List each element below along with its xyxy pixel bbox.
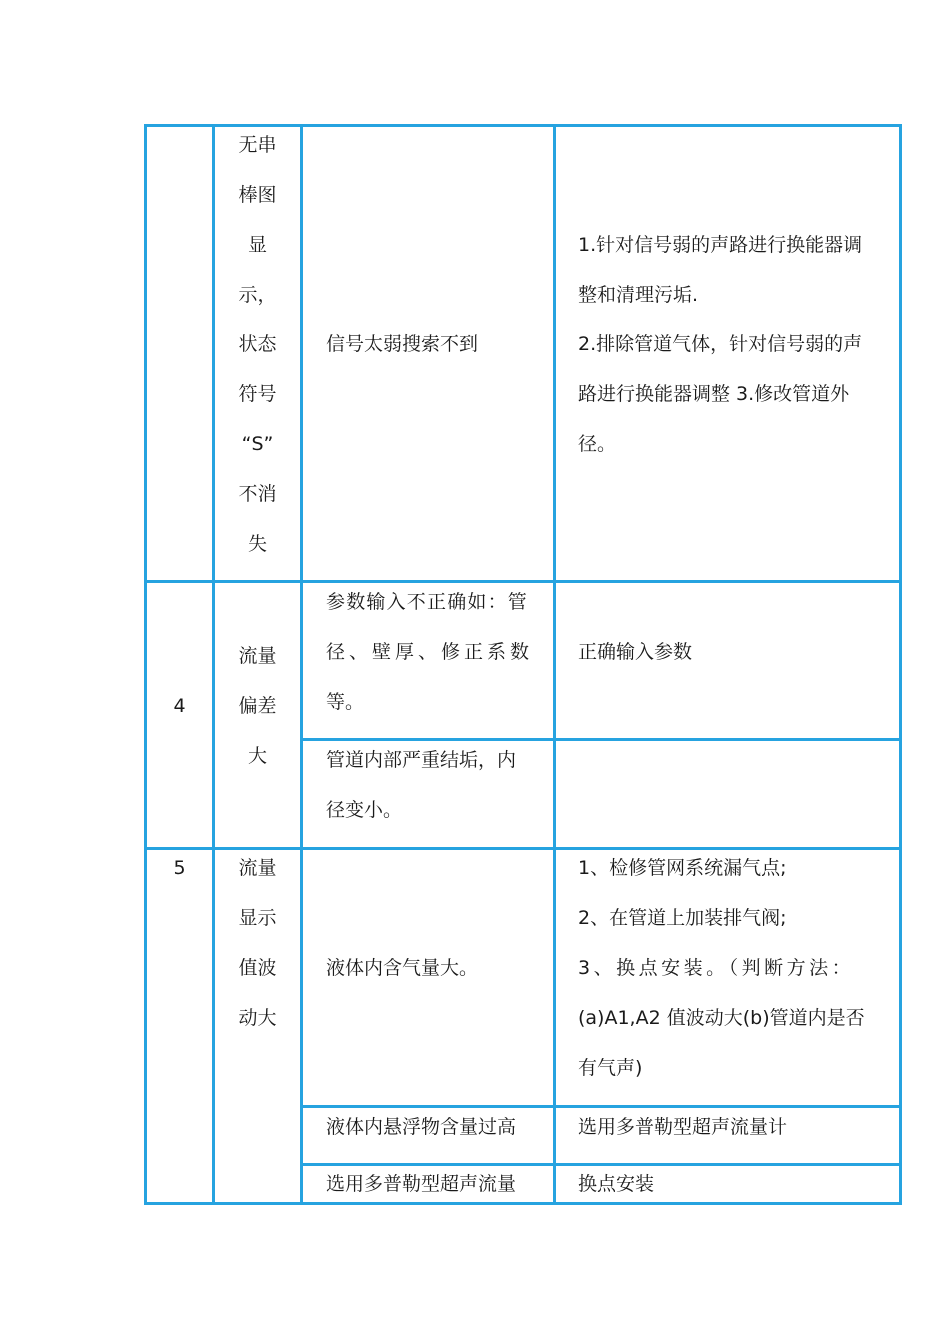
solution-line: 整和清理污垢.	[578, 284, 699, 306]
cause-line: 径、壁厚、修正系数	[326, 641, 534, 663]
symptom-line: 显示	[238, 907, 277, 929]
row-index: 4	[173, 695, 186, 717]
solution-line: 2.排除管道气体，针对信号弱的声	[578, 333, 863, 355]
solution-line: (a)A1,A2 值波动大(b)管道内是否	[578, 1007, 865, 1029]
solution-line: 3、换点安装。（判断方法：	[578, 957, 855, 979]
cause-text: 液体内悬浮物含量过高	[326, 1116, 517, 1138]
symptom-line: 大	[247, 745, 267, 767]
cause-text: 选用多普勒型超声流量	[326, 1173, 517, 1195]
row-index: 5	[173, 857, 186, 879]
table-divider-col3	[553, 124, 556, 1205]
symptom-line: 棒图	[238, 184, 277, 206]
symptom-line: 不消	[238, 483, 277, 505]
solution-line: 路进行换能器调整 3.修改管道外	[578, 383, 850, 405]
solution-line: 有气声)	[578, 1057, 643, 1079]
table-divider-col2	[300, 124, 303, 1205]
symptom-line: 显	[247, 234, 267, 256]
symptom-line: 流量	[238, 857, 277, 879]
solution-text: 正确输入参数	[578, 641, 693, 663]
solution-text: 选用多普勒型超声流量计	[578, 1116, 788, 1138]
symptom-line: 流量	[238, 645, 277, 667]
symptom-line: 符号	[238, 383, 277, 405]
solution-line: 径。	[578, 433, 617, 455]
cause-line: 参数输入不正确如：管	[326, 591, 529, 613]
cause-text: 信号太弱搜索不到	[326, 333, 479, 355]
cause-line: 径变小。	[326, 799, 403, 821]
symptom-line: “S”	[241, 433, 274, 455]
symptom-line: 动大	[238, 1007, 277, 1029]
solution-line: 1.针对信号弱的声路进行换能器调	[578, 234, 863, 256]
table-border-bottom	[144, 1202, 902, 1205]
cause-line: 管道内部严重结垢，内	[326, 749, 517, 771]
solution-line: 1、检修管网系统漏气点;	[578, 857, 787, 879]
symptom-line: 状态	[238, 333, 277, 355]
table-border-left	[144, 124, 147, 1205]
cause-line: 等。	[326, 691, 365, 713]
solution-line: 2、在管道上加装排气阀;	[578, 907, 787, 929]
symptom-line: 示，	[238, 284, 277, 306]
symptom-line: 无串	[238, 134, 277, 156]
table-border-right	[899, 124, 902, 1205]
solution-text: 换点安装	[578, 1173, 655, 1195]
symptom-line: 偏差	[238, 695, 277, 717]
cause-text: 液体内含气量大。	[326, 957, 479, 979]
symptom-line: 值波	[238, 957, 277, 979]
symptom-line: 失	[247, 533, 267, 555]
